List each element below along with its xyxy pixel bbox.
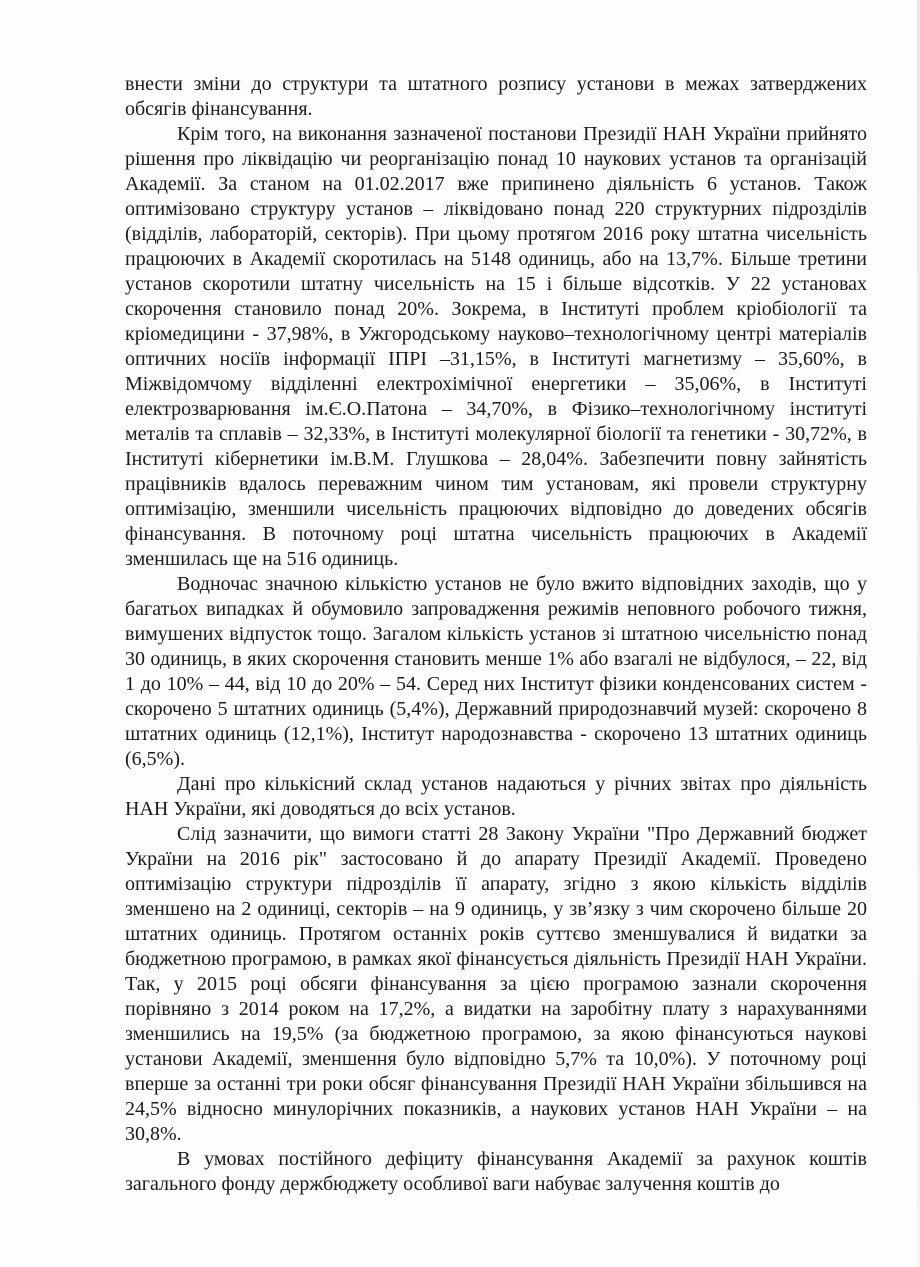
paragraph-continuation: внести зміни до структури та штатного розпису установи в межах затверджених обсягів фінансування. [125, 73, 867, 120]
paragraph-funding-deficit: В умовах постійного дефіциту фінансування Академії за рахунок коштів загального фонду держбюджету особливої ваги набуває залучення коштів до [125, 1148, 867, 1195]
paragraph-measures: Водночас значною кількістю установ не було вжито відповідних заходів, що у багатьох випадках й обумовило запровадження режимів неповного робочого тижня, вимушених відпусток тощо. Загалом кількість установ зі штатною чисельністю понад 30 одиниць, в яких скорочення становить менше 1% або взагалі не відбулося, – 22, від 1 до 10% – 44, від 10 до 20% – 54. Серед них Інститут фізики конденсованих систем - скорочено 5 штатних одиниць (5,4%), Державний природознавчий музей: скорочено 8 штатних одиниць (12,1%), Інститут народознавства - скорочено 13 штатних одиниць (6,5%). [125, 573, 867, 770]
paragraph-reorganization: Крім того, на виконання зазначеної постанови Президії НАН України прийнято рішення про ліквідацію чи реорганізацію понад 10 наукових установ та організацій Академії. За станом на 01.02.2017 вже припинено діяльність 6 установ. Також оптимізовано структуру установ – ліквідовано понад 220 структурних підрозділів (відділів, лабораторій, секторів). При цьому протягом 2016 року штатна чисельність працюючих в Академії скоротилась на 5148 одиниць, або на 13,7%. Більше третини установ скоротили штатну чисельність на 15 і більше відсотків. У 22 установах скорочення становило понад 20%. Зокрема, в Інституті проблем кріобіології та кріомедицини - 37,98%, в Ужгородському науково–технологічному центрі матеріалів оптичних носіїв інформації ІПРІ –31,15%, в Інституті магнетизму – 35,60%, в Міжвідомчому відділенні електрохімічної енергетики – 35,06%, в Інституті електрозварювання ім.Є.О.Патона – 34,70%, в Фізико–технологічному інституті металів та сплавів – 32,33%, в Інституті молекулярної біології та генетики - 30,72%, в Інституті кібернетики ім.В.М. Глушкова – 28,04%. Забезпечити повну зайнятість працівників вдалось переважним чином тим установам, які провели структурну оптимізацію, зменшили чисельність працюючих відповідно до доведених обсягів фінансування. В поточному році штатна чисельність працюючих в Академії зменшилась ще на 516 одиниць. [125, 123, 867, 570]
document-body [125, 72, 867, 1197]
paragraph-presidium: Слід зазначити, що вимоги статті 28 Закону України "Про Державний бюджет України на 2016 рік" застосовано й до апарату Президії Академії. Проведено оптимізацію структури підрозділів її апарату, згідно з якою кількість відділів зменшено на 2 одиниці, секторів – на 9 одиниць, у зв’язку з чим скорочено більше 20 штатних одиниць. Протягом останніх років суттєво зменшувалися й видатки за бюджетною програмою, в рамках якої фінансується діяльність Президії НАН України. Так, у 2015 році обсяги фінансування за цією програмою зазнали скорочення порівняно з 2014 роком на 17,2%, а видатки на заробітну плату з нарахуваннями зменшились на 19,5% (за бюджетною програмою, за якою фінансуються наукові установи Академії, зменшення було відповідно 5,7% та 10,0%). У поточному році вперше за останні три роки обсяг фінансування Президії НАН України збільшився на 24,5% відносно минулорічних показників, а наукових установ НАН України – на 30,8%. [125, 823, 867, 1145]
paragraph-reports: Дані про кількісний склад установ надаються у річних звітах про діяльність НАН України, які доводяться до всіх установ. [125, 773, 867, 820]
